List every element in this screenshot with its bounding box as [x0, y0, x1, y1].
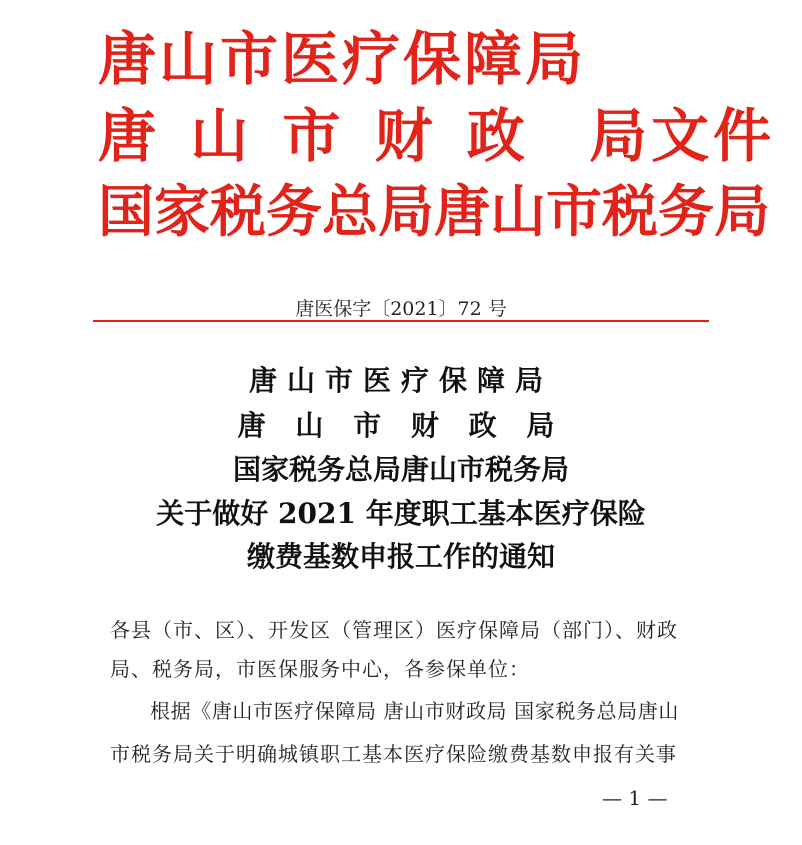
title-line-3: 国家税务总局唐山市税务局 [232, 453, 569, 486]
addressee-line-2: 局、税务局，市医保服务中心，各参保单位： [110, 657, 530, 681]
title-line-2: 唐 山 市 财 政 局 [237, 409, 565, 442]
body-paragraph-line-1: 根据《唐山市医疗保障局 唐山市财政局 国家税务总局唐山 [150, 699, 679, 723]
title-line-5: 缴费基数申报工作的通知 [246, 540, 555, 573]
title-line-1: 唐山市医疗保障局 [248, 364, 553, 397]
title-line-4: 关于做好 2021 年度职工基本医疗保险 [156, 497, 646, 530]
issuer-header-line-2: 唐 山 市 财 政 局文件 [98, 102, 776, 170]
document-number: 唐医保字〔2021〕72 号 [295, 298, 507, 320]
issuer-header-line-3: 国家税务总局唐山市税务局 [98, 180, 770, 245]
page-number: — 1 — [602, 786, 668, 810]
addressee-line-1: 各县（市、区）、开发区（管理区）医疗保障局（部门）、财政 [110, 618, 678, 642]
issuer-header-line-1: 唐山市医疗保障局 [98, 25, 587, 93]
red-divider-line [93, 320, 709, 322]
body-paragraph-line-2: 市税务局关于明确城镇职工基本医疗保险缴费基数申报有关事 [110, 742, 677, 766]
